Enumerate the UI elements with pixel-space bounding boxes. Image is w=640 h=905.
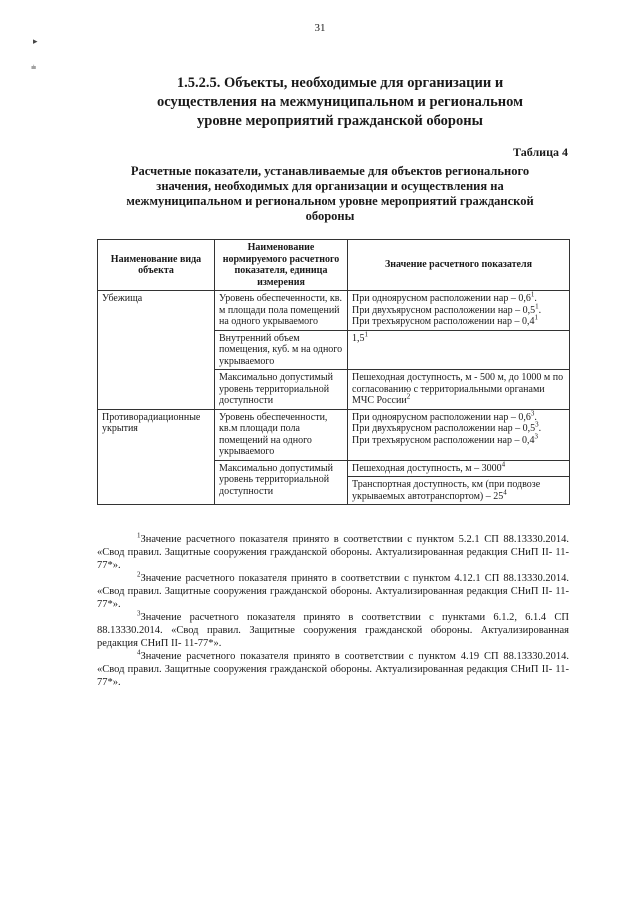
table-body xyxy=(98,291,570,505)
footnote-number: 4 xyxy=(137,648,141,657)
footnote-text: Значение расчетного показателя принято в соответствии с пунктом 4.12.1 СП 88.13330.2014. «Свод правил. Защитные сооружения гражданской обороны. Актуализированная редакция СНиП II- 11-77*». xyxy=(97,573,569,610)
header-indicator: Наименование нормируемого расчетного показателя, единица измерения xyxy=(215,240,348,291)
footnote-ref: 2 xyxy=(406,392,411,401)
value-tail: . xyxy=(534,293,537,304)
value-line xyxy=(352,432,565,447)
value-text: Пешеходная доступность, м - 500 м, до 1000 м по согласованию с территориальными органами МЧС России xyxy=(352,372,564,406)
value-text: При двухъярусном расположении нар – 0,5 xyxy=(352,304,536,316)
value-cell xyxy=(348,291,570,331)
value-cell xyxy=(348,409,570,460)
footnote-ref: 4 xyxy=(501,460,506,469)
value-text: При одноярусном расположении нар – 0,6 xyxy=(352,293,531,304)
value-text: При трехъярусном расположении нар – 0,4 xyxy=(352,434,535,446)
section-title: 1.5.2.5. Объекты, необходимые для организации и осуществления на межмуниципальном и региональном уровне мероприятий гражданской обороны xyxy=(157,75,523,129)
footnote xyxy=(97,572,569,611)
footnote-text: Значение расчетного показателя принято в соответствии с пунктом 5.2.1 СП 88.13330.2014. «Свод правил. Защитные сооружения гражданской обороны. Актуализированная редакция СНиП II- 11-77*». xyxy=(97,534,569,571)
value-text: При двухъярусном расположении нар – 0,5 xyxy=(352,423,536,434)
value-line xyxy=(352,460,565,475)
value-line xyxy=(352,479,565,502)
norms-table xyxy=(97,239,570,505)
footnote-ref: 4 xyxy=(503,488,507,497)
value-cell xyxy=(348,330,570,370)
object-name-cell: Убежища xyxy=(98,291,215,410)
value-tail: . xyxy=(538,304,542,316)
header-value: Значение расчетного показателя xyxy=(348,240,570,291)
value-line xyxy=(352,330,565,345)
table-caption: Расчетные показатели, устанавливаемые для объектов регионального значения, необходимых для организации и осуществления на межмуниципальном и региональном уровне мероприятий гражданской обороны xyxy=(126,164,534,223)
table-row xyxy=(98,291,570,331)
indicator-cell: Максимально допустимый уровень территориальной доступности xyxy=(215,460,348,505)
scan-mark: ▸ xyxy=(33,36,38,46)
footnote-ref: 1 xyxy=(530,290,535,299)
footnote-ref: 3 xyxy=(534,432,538,441)
footnote-text: Значение расчетного показателя принято в соответствии с пунктом 4.19 СП 88.13330.2014. «Свод правил. Защитные сооружения гражданской обороны. Актуализированная редакция СНиП II- 11-77*». xyxy=(97,651,569,688)
footnote-ref: 1 xyxy=(535,302,539,311)
value-text: При трехъярусном расположении нар – 0,4 xyxy=(352,316,535,327)
footnote-ref: 1 xyxy=(534,313,538,322)
footnote-number: 1 xyxy=(137,531,141,540)
value-line xyxy=(352,313,565,328)
footnote-ref: 1 xyxy=(364,330,368,339)
value-tail: . xyxy=(538,423,542,434)
footnotes xyxy=(97,533,569,689)
footnote xyxy=(97,650,569,689)
value-cell xyxy=(348,460,570,477)
footnote xyxy=(97,533,569,572)
object-name-cell: Противорадиационные укрытия xyxy=(98,409,215,505)
value-text: Транспортная доступность, км (при подвозе укрываемых автотранспортом) – 25 xyxy=(352,479,541,502)
value-cell xyxy=(348,477,570,505)
value-line xyxy=(352,372,565,407)
table-row xyxy=(98,409,570,460)
indicator-cell: Уровень обеспеченности, кв. м площади пола помещений на одного укрываемого xyxy=(215,291,348,331)
value-line xyxy=(352,290,565,305)
scan-mark: ⩧ xyxy=(31,62,37,72)
page-number: 31 xyxy=(314,22,326,34)
footnote-number: 2 xyxy=(137,570,141,579)
footnote-ref: 3 xyxy=(535,420,539,429)
indicator-cell: Внутренний объем помещения, куб. м на одного укрываемого xyxy=(215,330,348,370)
value-text: Пешеходная доступность, м – 3000 xyxy=(352,462,502,474)
footnote-text: Значение расчетного показателя принято в соответствии с пунктами 6.1.2, 6.1.4 СП 88.13330.2014. «Свод правил. Защитные сооружения гражданской обороны. Актуализированная редакция СНиП II- 11-77*». xyxy=(97,612,569,649)
footnote xyxy=(97,611,569,650)
value-cell xyxy=(348,370,570,410)
value-text: При одноярусном расположении нар – 0,6 xyxy=(352,411,531,423)
indicator-cell: Уровень обеспеченности, кв.м площади пола помещений на одного укрываемого xyxy=(215,409,348,460)
indicator-cell: Максимально допустимый уровень территориальной доступности xyxy=(215,370,348,410)
footnote-number: 3 xyxy=(137,609,141,618)
footnote-ref: 3 xyxy=(530,409,535,418)
table-header-row xyxy=(98,240,570,291)
value-text: 1,5 xyxy=(352,332,365,344)
value-line xyxy=(352,409,565,424)
table-label: Таблица 4 xyxy=(513,145,568,159)
value-tail: . xyxy=(534,411,537,423)
header-object: Наименование вида объекта xyxy=(98,240,215,291)
